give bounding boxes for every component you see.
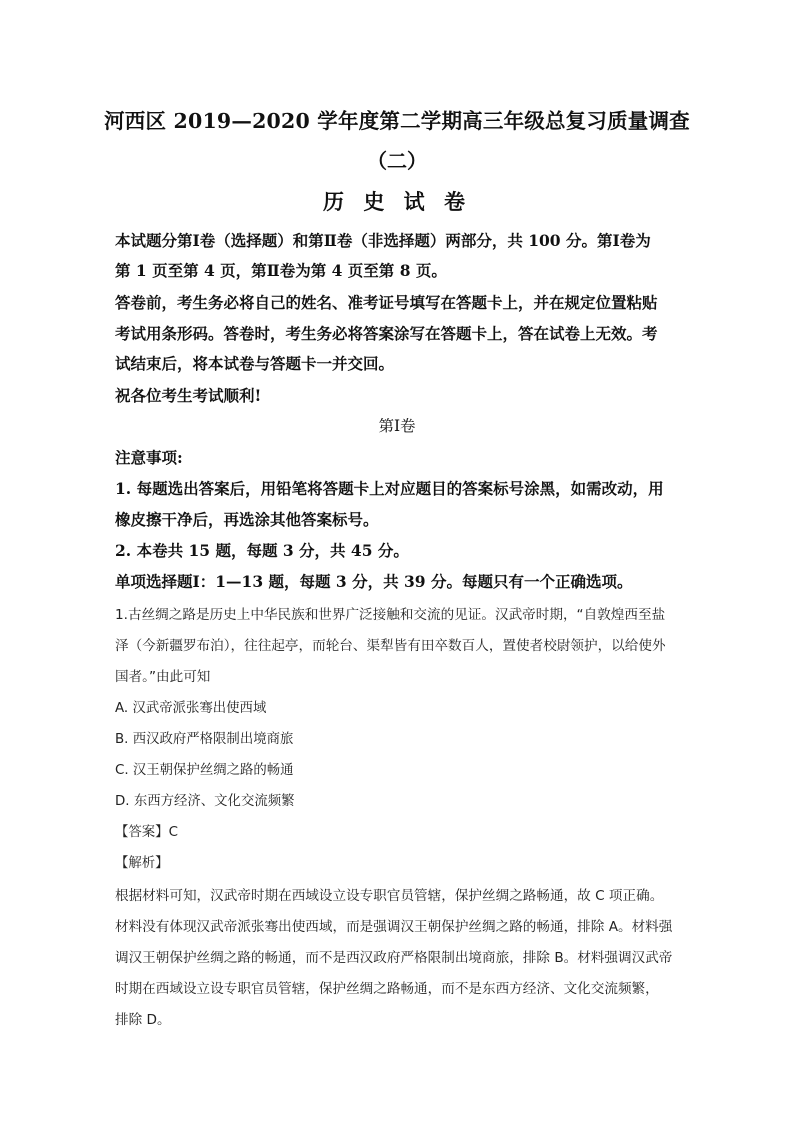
notes-label: 注意事项: — [115, 448, 183, 467]
exam-title: 河西区 2019—2020 学年度第二学期高三年级总复习质量调查 — [104, 109, 690, 133]
intro-line: 试结束后，将本试卷与答题卡一并交回。 — [115, 354, 395, 373]
option-a: A. 汉武帝派张骞出使西域 — [115, 701, 267, 716]
intro-line: 答卷前，考生务必将自己的姓名、准考证号填写在答题卡上，并在规定位置粘贴 — [115, 293, 658, 312]
section-heading: 第Ⅰ卷 — [378, 417, 416, 435]
question-stem-line: 国者。”由此可知 — [115, 669, 211, 685]
intro-line: 考试用条形码。答卷时，考生务必将答案涂写在答题卡上，答在试卷上无效。考 — [115, 324, 658, 343]
option-c: C. 汉王朝保护丝绸之路的畅通 — [115, 763, 294, 778]
question-stem-line: 泽（今新疆罗布泊），往往起亭，而轮台、渠犁皆有田卒数百人，置使者校尉领护，以给使外 — [115, 638, 666, 654]
analysis-line: 材料没有体现汉武帝派张骞出使西域，而是强调汉王朝保护丝绸之路的畅通，排除 A。材料强 — [115, 919, 673, 935]
intro-line: 本试题分第Ⅰ卷（选择题）和第Ⅱ卷（非选择题）两部分，共 100 分。第Ⅰ卷为 — [115, 231, 651, 250]
option-d: D. 东西方经济、文化交流频繁 — [115, 794, 295, 809]
answer-label: 【答案】 — [115, 825, 169, 840]
analysis-line: 排除 D。 — [115, 1012, 171, 1028]
analysis-line: 根据材料可知，汉武帝时期在西域设立设专职官员管辖，保护丝绸之路畅通，故 C 项正确。 — [115, 888, 664, 904]
note-line: 1. 每题选出答案后，用铅笔将答题卡上对应题目的答案标号涂黑，如需改动，用 — [115, 479, 664, 498]
intro-line: 祝各位考生考试顺利! — [115, 386, 262, 405]
answer-value: C — [168, 825, 178, 840]
analysis-label: 【解析】 — [115, 856, 169, 871]
analysis-line: 时期在西域设立设专职官员管辖，保护丝绸之路畅通，而不是东西方经济、文化交流频繁， — [115, 981, 659, 997]
answer-line — [115, 821, 178, 840]
analysis-line: 调汉王朝保护丝绸之路的畅通，而不是西汉政府严格限制出境商旅，排除 B。材料强调汉武帝 — [115, 950, 673, 966]
intro-line: 第 1 页至第 4 页，第Ⅱ卷为第 4 页至第 8 页。 — [115, 261, 447, 280]
single-choice-header: 单项选择题Ⅰ：1—13 题，每题 3 分，共 39 分。每题只有一个正确选项。 — [115, 572, 633, 591]
question-stem-line: 1.古丝绸之路是历史上中华民族和世界广泛接触和交流的见证。汉武帝时期，“自敦煌西至盐 — [115, 607, 666, 623]
exam-subtitle: （二） — [367, 149, 427, 173]
note-line: 2. 本卷共 15 题，每题 3 分，共 45 分。 — [115, 541, 409, 560]
note-line: 橡皮擦干净后，再选涂其他答案标号。 — [115, 510, 379, 529]
paper-title: 历 史 试 卷 — [323, 189, 471, 214]
option-b: B. 西汉政府严格限制出境商旅 — [115, 732, 294, 747]
